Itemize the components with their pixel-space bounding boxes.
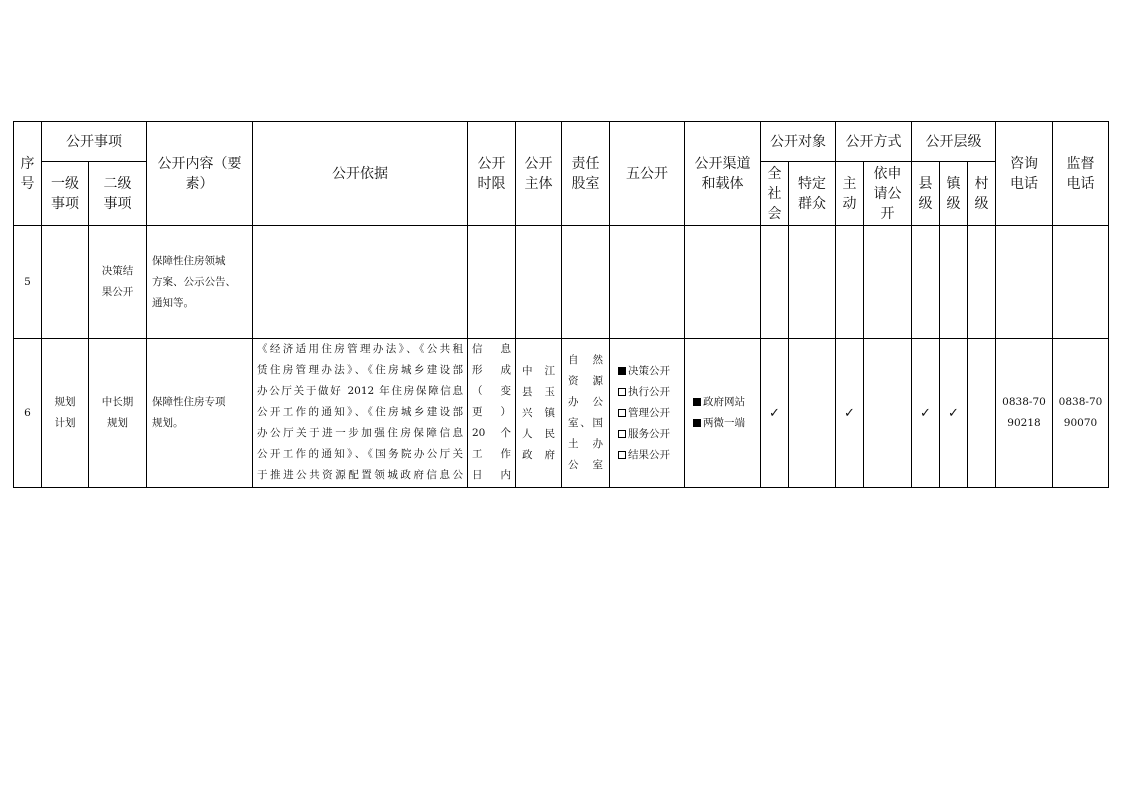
checkbox-empty-icon: [618, 409, 626, 417]
cell-dept: [562, 226, 610, 339]
cell-subject: [516, 226, 562, 339]
header-five-public: 五公开: [610, 122, 685, 226]
header-supervise-phone: 监督 电话: [1053, 122, 1109, 226]
disclosure-table: [13, 121, 1109, 488]
cell-consult-phone: [996, 226, 1053, 339]
header-dept: 责任 股室: [562, 122, 610, 226]
checkmark-icon: ✓: [948, 405, 959, 421]
header-consult-phone: 咨询 电话: [996, 122, 1053, 226]
cell-supervise-phone: 0838-70 90070: [1053, 339, 1109, 488]
header-method-active: 主 动: [836, 162, 864, 226]
five-public-option: 结果公开: [618, 445, 676, 466]
cell-audience-all: [761, 339, 789, 488]
checkmark-icon: ✓: [769, 405, 780, 421]
channel-option: 两微一端: [693, 413, 752, 434]
cell-seq: 6: [14, 339, 42, 488]
cell-method-apply: [864, 226, 912, 339]
cell-dept: 自 然 资 源 办 公 室、国 土 办 公室: [562, 339, 610, 488]
header-level: 公开层级: [912, 122, 996, 162]
header-time-limit: 公开 时限: [468, 122, 516, 226]
cell-level-town: [940, 339, 968, 488]
cell-five-public: [610, 339, 685, 488]
cell-basis: [253, 226, 468, 339]
header-level-village: 村 级: [968, 162, 996, 226]
cell-five-public: [610, 226, 685, 339]
cell-content: 保障性住房专项 规划。: [147, 339, 253, 488]
header-audience-specific: 特定 群众: [789, 162, 836, 226]
header-content: 公开内容（要 素）: [147, 122, 253, 226]
cell-subject: 中 江 县 玉 兴 镇 人 民 政府: [516, 339, 562, 488]
five-public-option: 服务公开: [618, 424, 676, 445]
cell-time-limit: [468, 226, 516, 339]
cell-audience-all: [761, 226, 789, 339]
five-public-option: 决策公开: [618, 361, 676, 382]
table-row: [14, 339, 1109, 488]
cell-channel: [685, 226, 761, 339]
header-audience-all: 全 社 会: [761, 162, 789, 226]
cell-level-county: [912, 339, 940, 488]
cell-time-limit: 信 息 形 成 （ 变 更 ） 20 个 工 作 日内: [468, 339, 516, 488]
cell-audience-specific: [789, 226, 836, 339]
cell-level2: 中长期 规划: [89, 339, 147, 488]
header-level-county: 县 级: [912, 162, 940, 226]
header-seq: 序 号: [14, 122, 42, 226]
cell-consult-phone: 0838-70 90218: [996, 339, 1053, 488]
cell-method-active: [836, 226, 864, 339]
header-public-items: 公开事项: [42, 122, 147, 162]
checkbox-empty-icon: [618, 430, 626, 438]
header-level2: 二级 事项: [89, 162, 147, 226]
cell-level-county: [912, 226, 940, 339]
cell-level-village: [968, 226, 996, 339]
checkbox-checked-icon: [693, 398, 701, 406]
cell-level-town: [940, 226, 968, 339]
header-method: 公开方式: [836, 122, 912, 162]
header-audience: 公开对象: [761, 122, 836, 162]
cell-level-village: [968, 339, 996, 488]
cell-seq: 5: [14, 226, 42, 339]
cell-basis: 《经济适用住房管理办法》、《公共租 赁住房管理办法》、《住房城乡建设部 办公厅关于做好 2012 年住房保障信息 公开工作的通知》、《住房城乡建设部 办公厅关于进一步加强住房保障信息 公开工作的通知》、《国务院办公厅关 于推进公共资源配置领城政府信息公: [253, 339, 468, 488]
checkmark-icon: ✓: [844, 405, 855, 421]
cell-level2: 决策结 果公开: [89, 226, 147, 339]
cell-level1: [42, 226, 89, 339]
checkbox-checked-icon: [693, 419, 701, 427]
cell-audience-specific: [789, 339, 836, 488]
header-basis: 公开依据: [253, 122, 468, 226]
header-level-town: 镇 级: [940, 162, 968, 226]
header-method-apply: 依申 请公 开: [864, 162, 912, 226]
cell-level1: 规划 计划: [42, 339, 89, 488]
header-level1: 一级 事项: [42, 162, 89, 226]
header-channel: 公开渠道 和载体: [685, 122, 761, 226]
cell-method-apply: [864, 339, 912, 488]
checkbox-checked-icon: [618, 367, 626, 375]
cell-channel: [685, 339, 761, 488]
cell-supervise-phone: [1053, 226, 1109, 339]
checkbox-empty-icon: [618, 388, 626, 396]
table-row: [14, 226, 1109, 339]
cell-method-active: [836, 339, 864, 488]
five-public-option: 管理公开: [618, 403, 676, 424]
cell-content: 保障性住房领城 方案、公示公告、 通知等。: [147, 226, 253, 339]
header-subject: 公开 主体: [516, 122, 562, 226]
channel-option: 政府网站: [693, 392, 752, 413]
checkmark-icon: ✓: [920, 405, 931, 421]
five-public-option: 执行公开: [618, 382, 676, 403]
checkbox-empty-icon: [618, 451, 626, 459]
